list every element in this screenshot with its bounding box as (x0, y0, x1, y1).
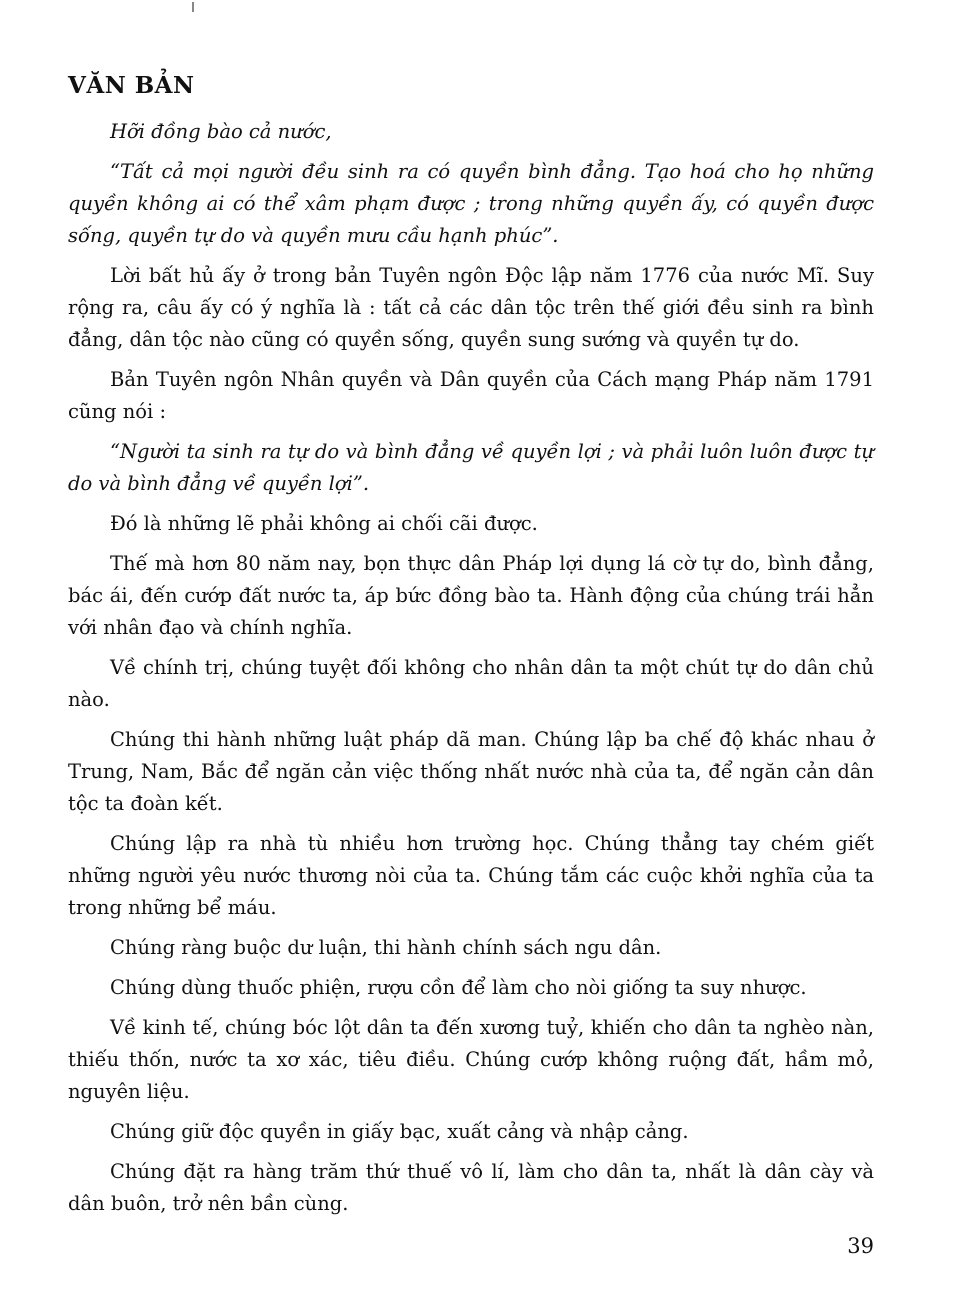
paragraph-12: Chúng dùng thuốc phiện, rượu cồn để làm cho nòi giống ta suy nhược. (110, 976, 807, 999)
paragraph-9: Chúng thi hành những luật pháp dã man. Chúng lập ba chế độ khác nhau ở Trung, Nam, Bắc để ngăn cản việc thống nhất nước nhà của ta, để ngăn cản dân tộc ta đoàn kết. (68, 728, 874, 815)
paragraph-15: Chúng đặt ra hàng trăm thứ thuế vô lí, làm cho dân ta, nhất là dân cày và dân buôn, trở nên bần cùng. (68, 1160, 874, 1215)
paragraph-7: Thế mà hơn 80 năm nay, bọn thực dân Pháp lợi dụng lá cờ tự do, bình đẳng, bác ái, đến cướp đất nước ta, áp bức đồng bào ta. Hành động của chúng trái hẳn với nhân đạo và chính nghĩa. (68, 552, 874, 639)
paragraph-6: Đó là những lẽ phải không ai chối cãi được. (110, 512, 538, 535)
paragraph-4: Bản Tuyên ngôn Nhân quyền và Dân quyền của Cách mạng Pháp năm 1791 cũng nói : (68, 368, 874, 423)
paragraph-5: “Người ta sinh ra tự do và bình đẳng về quyền lợi ; và phải luôn luôn được tự do và bình đẳng về quyền lợi”. (68, 440, 874, 495)
paragraph-13: Về kinh tế, chúng bóc lột dân ta đến xương tuỷ, khiến cho dân ta nghèo nàn, thiếu thốn, nước ta xơ xác, tiêu điều. Chúng cướp không ruộng đất, hầm mỏ, nguyên liệu. (68, 1016, 874, 1103)
paragraph-3: Lời bất hủ ấy ở trong bản Tuyên ngôn Độc lập năm 1776 của nước Mĩ. Suy rộng ra, câu ấy có ý nghĩa là : tất cả các dân tộc trên thế giới đều sinh ra bình đẳng, dân tộc nào cũng có quyền sống, quyền sung sướng và quyền tự do. (68, 264, 874, 351)
paragraph-1: Hỡi đồng bào cả nước, (110, 120, 332, 143)
paragraph-10: Chúng lập ra nhà tù nhiều hơn trường học. Chúng thẳng tay chém giết những người yêu nước thương nòi của ta. Chúng tắm các cuộc khởi nghĩa của ta trong những bể máu. (68, 832, 874, 919)
paragraph-11: Chúng ràng buộc dư luận, thi hành chính sách ngu dân. (110, 936, 662, 959)
paragraph-2: “Tất cả mọi người đều sinh ra có quyền bình đẳng. Tạo hoá cho họ những quyền không ai có thể xâm phạm được ; trong những quyền ấy, có quyền được sống, quyền tự do và quyền mưu cầu hạnh phúc”. (68, 160, 874, 247)
page-number: 39 (847, 1234, 874, 1258)
document-body (68, 116, 874, 1228)
document-page (68, 0, 874, 1312)
paragraph-8: Về chính trị, chúng tuyệt đối không cho nhân dân ta một chút tự do dân chủ nào. (68, 656, 874, 711)
section-heading: VĂN BẢN (68, 72, 195, 99)
paragraph-14: Chúng giữ độc quyền in giấy bạc, xuất cảng và nhập cảng. (110, 1120, 689, 1143)
